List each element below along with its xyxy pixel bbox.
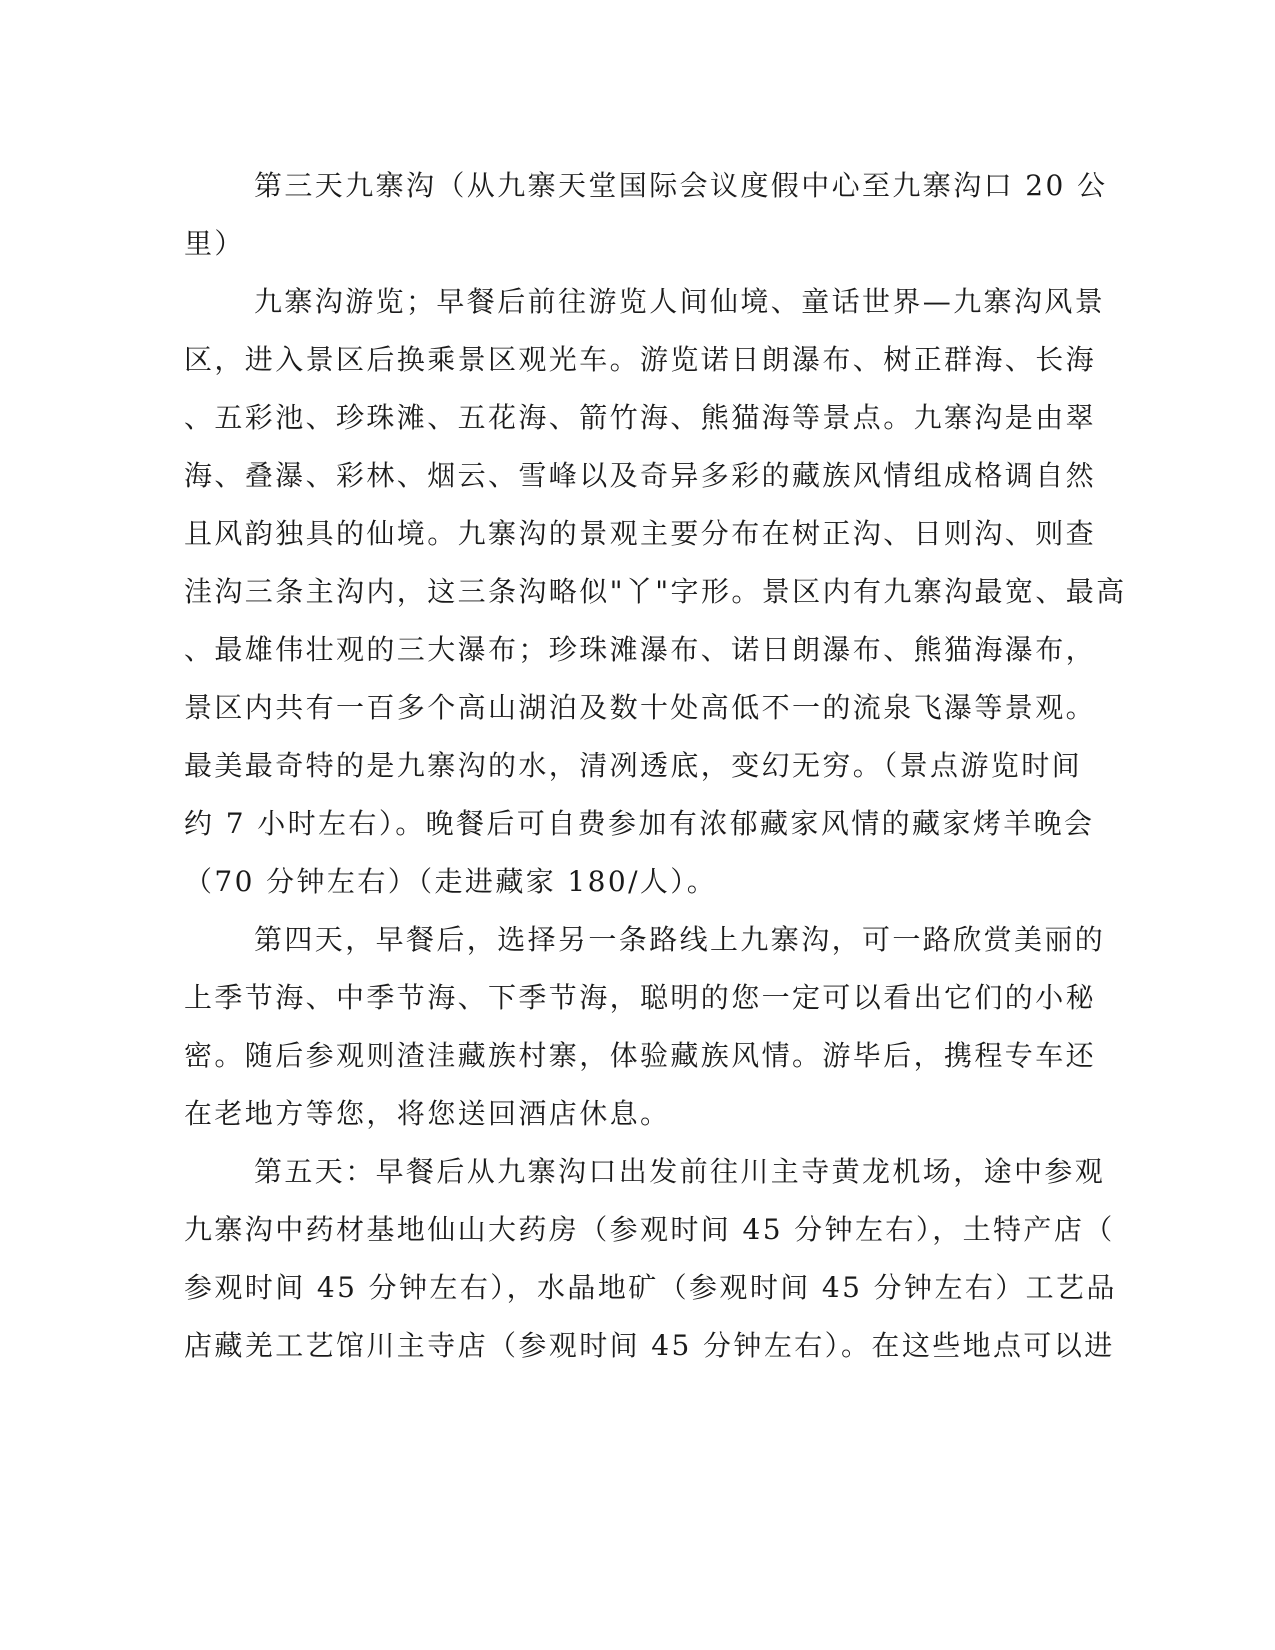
- paragraph-jiuzhaigou-line-1: 九寨沟游览；早餐后前往游览人间仙境、童话世界—九寨沟风景: [254, 285, 1106, 318]
- paragraph-day4-line-2: 上季节海、中季节海、下季节海，聪明的您一定可以看出它们的小秘: [184, 981, 1097, 1014]
- paragraph-jiuzhaigou-line-7: 、最雄伟壮观的三大瀑布；珍珠滩瀑布、诺日朗瀑布、熊猫海瀑布，: [184, 633, 1097, 666]
- paragraph-day3-title-line-2: 里）: [184, 227, 245, 260]
- paragraph-day4-line-1: 第四天，早餐后，选择另一条路线上九寨沟，可一路欣赏美丽的: [254, 923, 1106, 956]
- paragraph-jiuzhaigou-line-9: 最美最奇特的是九寨沟的水，清冽透底，变幻无穷。（景点游览时间: [184, 749, 1083, 782]
- paragraph-jiuzhaigou-line-4: 海、叠瀑、彩林、烟云、雪峰以及奇异多彩的藏族风情组成格调自然: [184, 459, 1097, 492]
- paragraph-day5-line-2: 九寨沟中药材基地仙山大药房（参观时间 45 分钟左右），土特产店（: [184, 1213, 1115, 1246]
- paragraph-day5-line-4: 店藏羌工艺馆川主寺店（参观时间 45 分钟左右）。在这些地点可以进: [184, 1329, 1115, 1362]
- paragraph-day4-line-3: 密。随后参观则渣洼藏族村寨，体验藏族风情。游毕后，携程专车还: [184, 1039, 1097, 1072]
- paragraph-jiuzhaigou-line-5: 且风韵独具的仙境。九寨沟的景观主要分布在树正沟、日则沟、则查: [184, 517, 1097, 550]
- paragraph-jiuzhaigou-line-8: 景区内共有一百多个高山湖泊及数十处高低不一的流泉飞瀑等景观。: [184, 691, 1097, 724]
- paragraph-day3-title-line-1: 第三天九寨沟（从九寨天堂国际会议度假中心至九寨沟口 20 公: [254, 169, 1108, 202]
- paragraph-day4-line-4: 在老地方等您，将您送回酒店休息。: [184, 1097, 671, 1130]
- paragraph-jiuzhaigou-line-6: 洼沟三条主沟内，这三条沟略似"丫"字形。景区内有九寨沟最宽、最高: [184, 575, 1127, 608]
- paragraph-day5-line-1: 第五天：早餐后从九寨沟口出发前往川主寺黄龙机场，途中参观: [254, 1155, 1106, 1188]
- paragraph-day5-line-3: 参观时间 45 分钟左右），水晶地矿（参观时间 45 分钟左右）工艺品: [184, 1271, 1117, 1304]
- paragraph-jiuzhaigou-line-2: 区，进入景区后换乘景区观光车。游览诺日朗瀑布、树正群海、长海: [184, 343, 1097, 376]
- paragraph-jiuzhaigou-line-3: 、五彩池、珍珠滩、五花海、箭竹海、熊猫海等景点。九寨沟是由翠: [184, 401, 1097, 434]
- paragraph-jiuzhaigou-line-10: 约 7 小时左右）。晚餐后可自费参加有浓郁藏家风情的藏家烤羊晚会: [184, 807, 1095, 840]
- paragraph-jiuzhaigou-line-11: （70 分钟左右）（走进藏家 180/人）。: [184, 865, 718, 898]
